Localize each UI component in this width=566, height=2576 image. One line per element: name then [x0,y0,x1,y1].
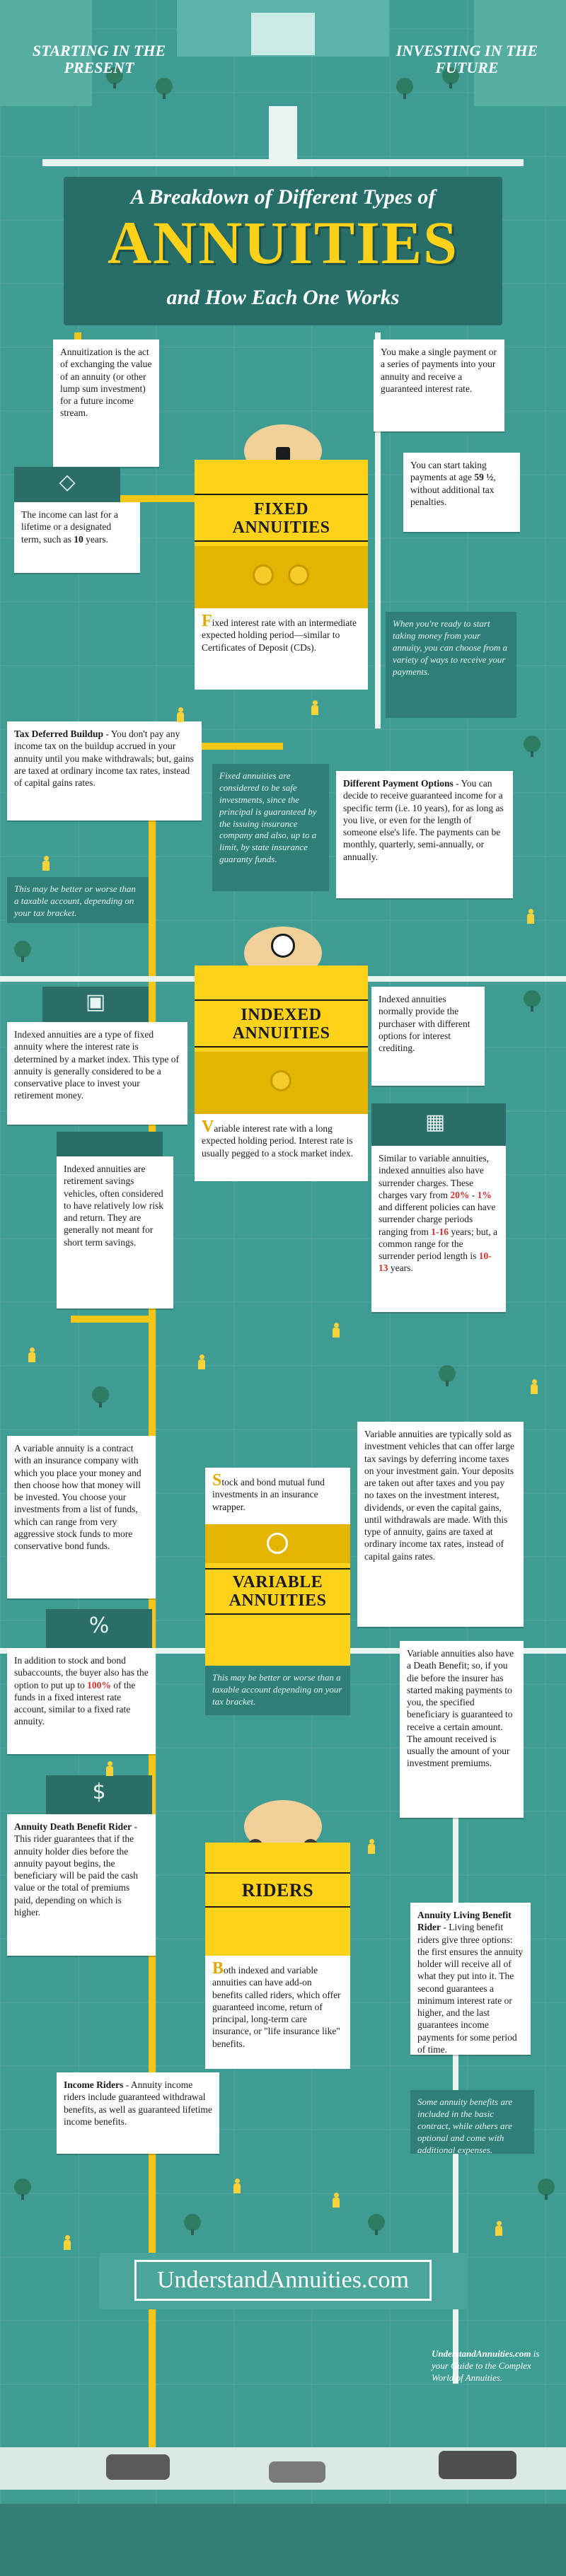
header-road-vertical [269,106,297,163]
person-icon [495,2221,502,2236]
diamond-icon: ◇ [59,470,76,494]
tree [524,990,541,1007]
subaccounts-box: In addition to stock and bond subaccounts, the buyer also has the option to put up to 100% of the funds in a fixed interest rate account, similar to a fixed rate annuity. [7,1648,156,1754]
surrender-charges-box: Similar to variable annuities, indexed annuities also have surrender charges. These charges vary from 20% - 1% and different policies can have surrender charge periods ranging from 1-16 years; but, a common range for the surrender period length is 10-13 years. [371,1146,506,1312]
tax-deferred-box: Tax Deferred Buildup - You don't pay any income tax on the buildup accrued in your annuity until you make withdrawals; but, gains are taxed at ordinary income tax rates, instead of capital gains rates. [7,721,202,820]
variable-tax-note: This may be better or worse than a taxable account depending on your tax bracket. [205,1666,350,1715]
road [71,1316,149,1323]
tree [396,78,413,95]
variable-contract-box: A variable annuity is a contract with an insurance company with which you place your money and then choose how that money will be invested. You choose your investments from a list of funds, which can range from very aggressive stock funds to more conservative bond funds. [7,1436,156,1599]
vault-dial-icon [288,564,309,586]
riders-description: Both indexed and variable annuities can have add-on benefits called riders, which offer guaranteed income, return of principal, long-term care insurance, or "life insurance like" benefits. [205,1956,350,2069]
tree [439,1365,456,1382]
tax-bracket-note: This may be better or worse than a taxable account, depending on your tax bracket. [7,877,149,923]
percent-icon: % [88,1613,110,1638]
tree [538,2178,555,2195]
truck-icon [439,2451,516,2479]
indexed-type-box: Indexed annuities are a type of fixed annuity where the interest rate is determined by a market index. This type of annuity is generally considered to be a conservative place to invest your retirement money. [7,1022,187,1125]
safe-investment-note: Fixed annuities are considered to be safe investments, since the principal is guaranteed by the issuing insurance company and also, up to a limit, by state insurance guaranty funds. [212,764,329,891]
fixed-description: Fixed interest rate with an intermediate expected holding period—similar to Certificates of Deposit (CDs). [195,608,368,690]
divider [205,1568,350,1570]
person-icon [106,1761,113,1777]
person-icon [311,700,318,716]
person-icon [64,2235,71,2251]
title-line-1: A Breakdown of Different Types of [130,185,436,209]
death-benefit-box: Variable annuities also have a Death Benefit; so, if you die before the insurer has started making payments to you, the specified beneficiary is guaranteed to receive a certain amount. The amount received is usually the amount of your investment premiums. [400,1641,524,1818]
person-icon [177,707,184,723]
person-icon [28,1347,35,1363]
person-icon [368,1839,375,1855]
title-main: ANNUITIES [108,209,458,277]
indexed-title-2: ANNUITIES [232,1024,330,1043]
divider [195,1046,368,1048]
fixed-annuities-card [195,460,368,608]
person-icon [531,1379,538,1395]
variable-title-2: ANNUITIES [229,1591,327,1610]
divider [205,1906,350,1908]
dollar-icon: $ [92,1780,106,1804]
interest-crediting-box: Indexed annuities normally provide the purchaser with different options for interest crediting. [371,987,485,1086]
person-icon [198,1354,205,1370]
tree [368,2214,385,2231]
title-line-3: and How Each One Works [166,286,400,309]
fixed-title-1: FIXED [253,500,309,518]
riders-title: RIDERS [241,1880,314,1901]
divider [205,1872,350,1874]
lifetime-income-box: The income can last for a lifetime or a designated term, such as 10 years. [14,502,140,573]
person-icon [527,909,534,924]
retirement-savings-box: Indexed annuities are retirement savings vehicles, often considered to have relatively low risk and return. They are generally not meant for short term savings. [57,1156,173,1309]
payment-age-box: You can start taking payments at age 59 ½, without additional tax penalties. [403,453,520,532]
person-icon [333,2193,340,2208]
safe-icon: ▣ [85,990,106,1014]
footer-tagline: UnderstandAnnuities.com is your Guide to the Complex World of Annuities. [432,2348,540,2383]
tree [156,78,173,95]
gear-panel [57,1132,163,1159]
variable-description: Stock and bond mutual fund investments in an insurance wrapper. [205,1468,350,1524]
payment-options-box: Different Payment Options - You can decide to receive guaranteed income for a specific term (i.e. 10 years), for as long as you live, or even for the length of someone else's life. The payments can be monthly, quarterly, semi-annually, or annually. [336,771,513,898]
indexed-annuities-card [195,965,368,1114]
single-payment-box: You make a single payment or a series of payments into your annuity and receive a guaranteed interest rate. [374,340,504,431]
vault [195,546,368,608]
calendar-icon: ▦ [424,1110,446,1135]
some-benefits-note: Some annuity benefits are included in the basic contract, while others are optional and come with additional expenses. [410,2090,534,2154]
living-benefit-rider-box: Annuity Living Benefit Rider - Living benefit riders give three options: the first ensures the annuity holder will receive all of what they put into it. The second guarantees a minimum interest rate or higher, and the last guarantees income payments for some period of time. [410,1903,531,2055]
variable-tax-savings-box: Variable annuities are typically sold as investment vehicles that can offer large tax savings by deferring income taxes on your investment gain. Your deposits are taken out after taxes and you pay no taxes on the investment interest, dividends, or even the capital gains, until withdrawals are made. With this type of annuity, gains are taxed at ordinary income tax rates, instead of capital gains rates. [357,1422,524,1627]
variable-title-1: VARIABLE [232,1573,323,1591]
vault-dial-icon [253,564,274,586]
fixed-title-2: ANNUITIES [232,518,330,537]
car-icon [269,2461,325,2483]
vault-dial-icon [270,1070,291,1091]
tree [92,1386,109,1403]
investing-future-label: INVESTING IN THE FUTURE [395,42,538,77]
ready-note: When you're ready to start taking money from your annuity, you can choose from a variety of ways to receive your payments. [386,612,516,718]
starting-present-label: STARTING IN THE PRESENT [32,42,166,77]
income-riders-box: Income Riders - Annuity income riders include guaranteed withdrawal benefits, as well as guaranteed lifetime income benefits. [57,2072,219,2154]
divider [205,1613,350,1615]
indexed-description: Variable interest rate with a long expected holding period. Interest rate is usually pegged to a stock market index. [195,1114,368,1181]
tree [14,941,31,958]
variable-annuities-card [205,1524,350,1666]
horseshoe-icon [267,1533,288,1554]
person-icon [42,856,50,871]
person-icon [233,2178,241,2194]
divider [195,540,368,542]
riders-card [205,1843,350,1956]
person-icon [333,1323,340,1338]
divider [195,494,368,495]
footer-logo: UnderstandAnnuities.com [134,2260,432,2301]
header-entrance [251,13,315,55]
tree [524,736,541,753]
indexed-title-1: INDEXED [241,1006,322,1024]
tree [14,2178,31,2195]
car-icon [106,2454,170,2480]
stopwatch-icon [271,934,295,958]
footer-ground [0,2504,566,2576]
divider [195,999,368,1001]
annuitization-box: Annuitization is the act of exchanging the value of an annuity (or other lump sum investment) for a future income stream. [53,340,159,467]
tree [184,2214,201,2231]
death-benefit-rider-box: Annuity Death Benefit Rider - This rider guarantees that if the annuity holder dies before the annuity payout begins, the beneficiary will be paid the cash value or the total of premiums paid, depending on which is higher. [7,1814,156,1956]
